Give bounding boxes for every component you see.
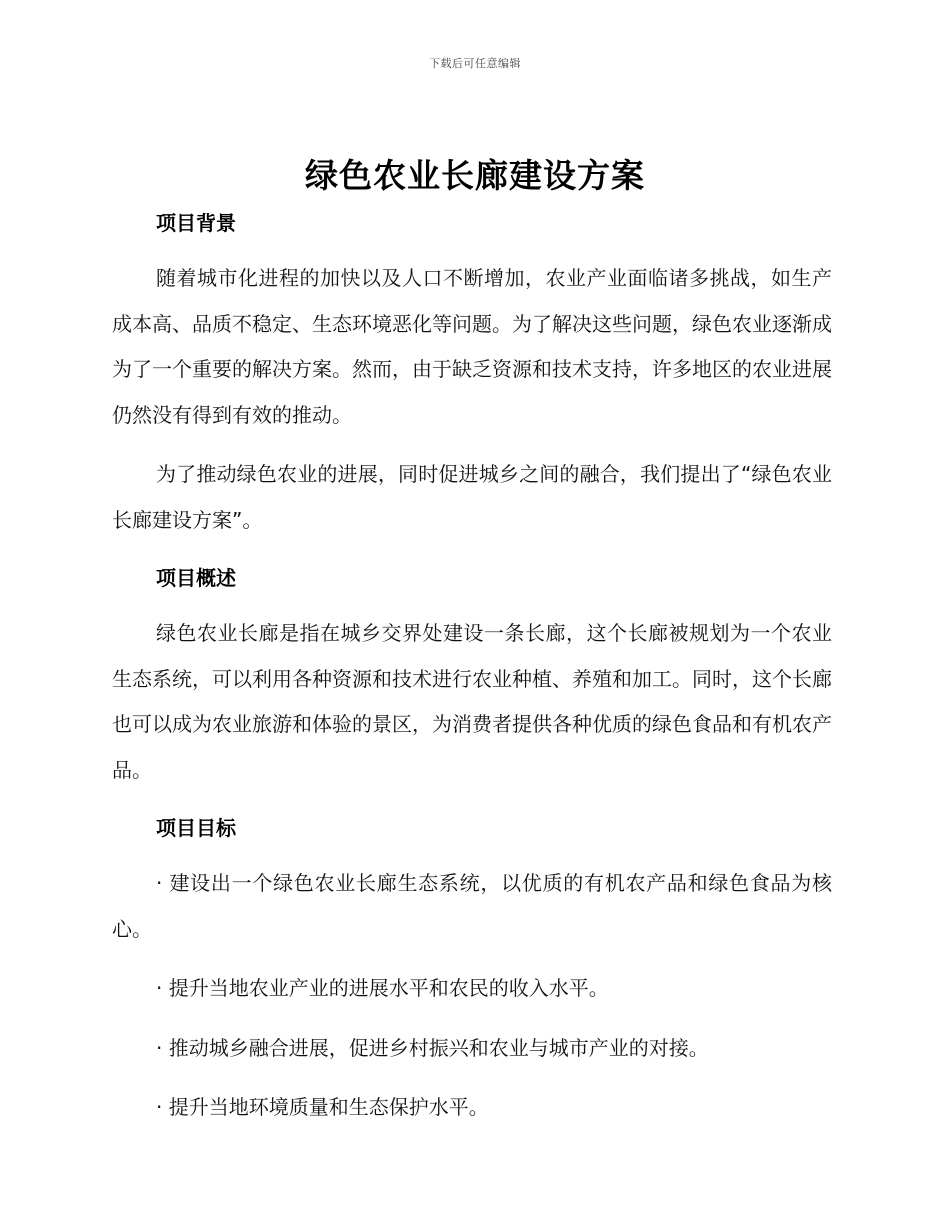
section-heading-background: 项目背景	[156, 211, 236, 235]
background-paragraph-2: 为了推动绿色农业的进展，同时促进城乡之间的融合，我们提出了“绿色农业长廊建设方案”。	[112, 462, 832, 532]
goal-item-3: · 推动城乡融合进展，促进乡村振兴和农业与城市产业的对接。	[156, 1035, 709, 1060]
goal-item-2: · 提升当地农业产业的进展水平和农民的收入水平。	[156, 976, 609, 1000]
header-note: 下载后可任意编辑	[429, 57, 521, 70]
goal-item-4: · 提升当地环境质量和生态保护水平。	[156, 1095, 489, 1119]
document-title: 绿色农业长廊建设方案	[305, 156, 645, 195]
section-heading-goals: 项目目标	[156, 816, 236, 840]
section-heading-overview: 项目概述	[156, 566, 236, 590]
document-body	[112, 202, 832, 1131]
background-paragraph-1: 随着城市化进程的加快以及人口不断增加，农业产业面临诸多挑战，如生产成本高、品质不稳定、生态环境恶化等问题。为了解决这些问题，绿色农业逐渐成为了一个重要的解决方案。然而，由于缺乏资源和技术支持，许多地区的农业进展仍然没有得到有效的推动。	[112, 266, 832, 427]
overview-paragraph-1: 绿色农业长廊是指在城乡交界处建设一条长廊，这个长廊被规划为一个农业生态系统，可以利用各种资源和技术进行农业种植、养殖和加工。同时，这个长廊也可以成为农业旅游和体验的景区，为消费者提供各种优质的绿色食品和有机农产品。	[112, 621, 832, 782]
goal-item-1: · 建设出一个绿色农业长廊生态系统，以优质的有机农产品和绿色食品为核心。	[112, 871, 832, 941]
